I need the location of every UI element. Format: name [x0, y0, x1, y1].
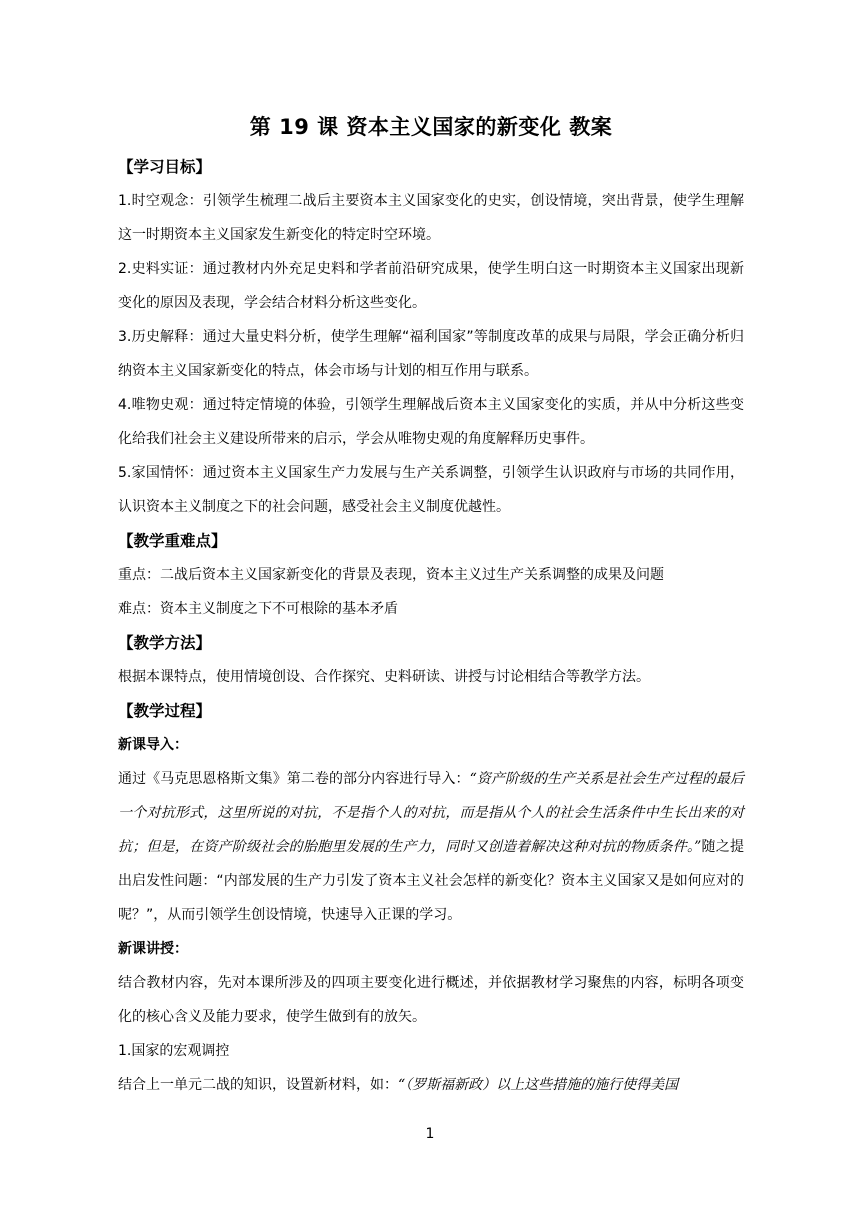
methods-text: 根据本课特点，使用情境创设、合作探究、史料研读、讲授与讨论相结合等教学方法。 [118, 669, 650, 685]
objective-item: 1.时空观念：引领学生梳理二战后主要资本主义国家变化的史实，创设情境，突出背景，使学生理解这一时期资本主义国家发生新变化的特定时空环境。 [118, 193, 744, 243]
item1-lead: 结合上一单元二战的知识，设置新材料，如： [118, 1077, 398, 1093]
objective-item: 2.史料实证：通过教材内外充足史料和学者前沿研究成果，使学生明白这一时期资本主义国家出现新变化的原因及表现，学会结合材料分析这些变化。 [118, 261, 744, 311]
page-number: 1 [425, 1126, 435, 1142]
key-point-focus: 重点：二战后资本主义国家新变化的背景及表现，资本主义过生产关系调整的成果及问题 [118, 567, 664, 583]
document-title: 第 19 课 资本主义国家的新变化 教案 [249, 115, 613, 139]
teach-heading: 新课讲授： [118, 941, 188, 957]
objectives-heading: 【学习目标】 [118, 158, 212, 176]
intro-tail: 随之提出启发性问题：“内部发展的生产力引发了资本主义社会怎样的新变化？资本主义国家又是如何应对的呢？”，从而引领学生创设情境，快速导入正课的学习。 [118, 839, 744, 923]
objective-item: 5.家国情怀：通过资本主义国家生产力发展与生产关系调整，引领学生认识政府与市场的共同作用，认识资本主义制度之下的社会问题，感受社会主义制度优越性。 [118, 465, 744, 515]
objective-item: 3.历史解释：通过大量史料分析，使学生理解“福利国家”等制度改革的成果与局限，学会正确分析归纳资本主义国家新变化的特点，体会市场与计划的相互作用与联系。 [118, 329, 744, 379]
intro-heading: 新课导入： [118, 737, 188, 753]
intro-lead: 通过《马克思恩格斯文集》第二卷的部分内容进行导入： [118, 771, 470, 787]
key-point-difficulty: 难点：资本主义制度之下不可根除的基本矛盾 [118, 601, 398, 617]
document-body [118, 108, 744, 1102]
intro-quote: “资产阶级的生产关系是社会生产过程的最后一个对抗形式，这里所说的对抗，不是指个人的对抗，而是指从个人的社会生活条件中生长出来的对抗；但是，在资产阶级社会的胎胞里发展的生产力，同时又创造着解决这种对抗的物质条件。” [118, 771, 745, 855]
process-section [118, 694, 744, 1102]
key-points-heading: 【教学重难点】 [118, 532, 227, 550]
teach-text: 结合教材内容，先对本课所涉及的四项主要变化进行概述，并依据教材学习聚焦的内容，标明各项变化的核心含义及能力要求，使学生做到有的放矢。 [118, 975, 744, 1025]
methods-section [118, 626, 744, 694]
objectives-section [118, 150, 744, 524]
process-heading: 【教学过程】 [118, 702, 212, 720]
key-points-section [118, 524, 744, 626]
intro-paragraph [118, 762, 744, 932]
methods-heading: 【教学方法】 [118, 634, 212, 652]
item1-paragraph [118, 1068, 744, 1102]
objective-item: 4.唯物史观：通过特定情境的体验，引领学生理解战后资本主义国家变化的实质，并从中分析这些变化给我们社会主义建设所带来的启示，学会从唯物史观的角度解释历史事件。 [118, 397, 744, 447]
item1-quote: “（罗斯福新政）以上这些措施的施行使得美国 [398, 1077, 679, 1093]
item1-title: 1.国家的宏观调控 [118, 1043, 230, 1059]
